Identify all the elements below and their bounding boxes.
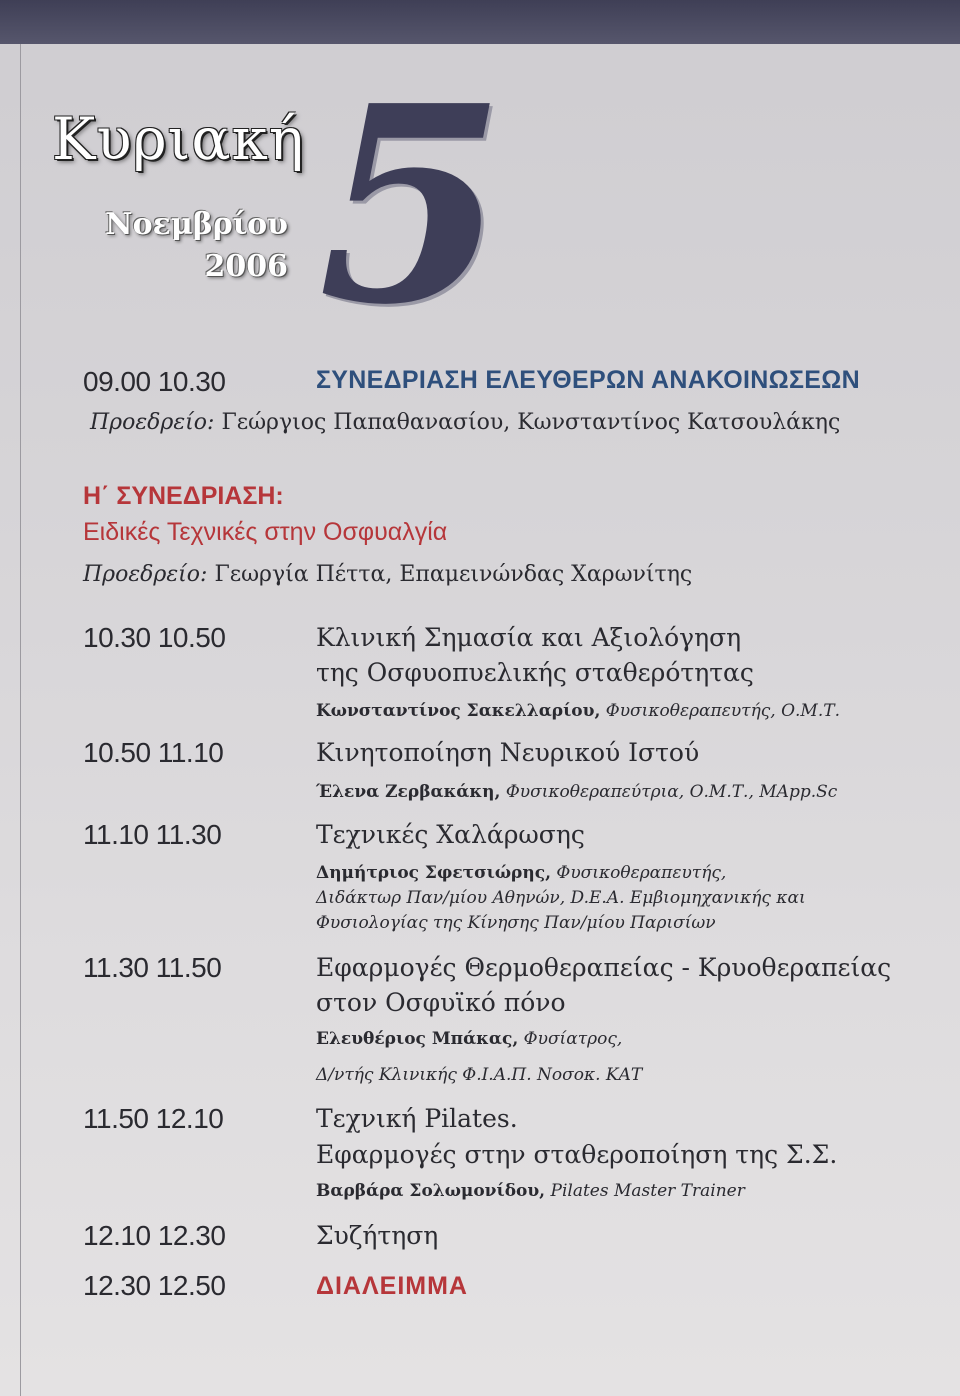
speaker-name: Βαρβάρα Σολωμονίδου, <box>316 1181 546 1201</box>
session1-time: 09.00 10.30 <box>83 366 226 397</box>
speaker-affiliation: Pilates Master Trainer <box>550 1181 745 1201</box>
talk-time: 11.10 11.30 <box>83 819 222 850</box>
session2-presidium <box>83 562 692 587</box>
speaker-affiliation-line: Διδάκτωρ Παν/μίου Αθηνών, D.E.A. Εμβιομηχανικής και <box>316 888 806 908</box>
year: 2006 <box>204 249 288 284</box>
talk-title: Τεχνική Pilates. <box>316 1104 518 1133</box>
talk-time: 12.10 12.30 <box>83 1220 226 1251</box>
talk-speaker <box>316 701 840 721</box>
presidium-names: Γεώργιος Παπαθανασίου, Κωνσταντίνος Κατσουλάκης <box>221 410 841 435</box>
talk-title: στον Οσφυϊκό πόνο <box>316 988 566 1017</box>
speaker-name: Έλενα Ζερβακάκη, <box>316 782 501 802</box>
talk-title: Εφαρμογές στην σταθεροποίηση της Σ.Σ. <box>316 1140 838 1169</box>
month-name: Νοεμβρίου <box>105 207 288 242</box>
speaker-affiliation: Φυσίατρος, <box>523 1029 623 1049</box>
talk-speaker <box>316 1181 745 1201</box>
session2-label: Η΄ ΣΥΝΕΔΡΙΑΣΗ: <box>83 482 284 510</box>
speaker-affiliation: Φυσικοθεραπευτής, <box>556 863 727 883</box>
speaker-affiliation: Φυσικοθεραπεύτρια, Ο.Μ.Τ., MApp.Sc <box>505 782 838 802</box>
speaker-name: Κωνσταντίνος Σακελλαρίου, <box>316 701 601 721</box>
session2-title: Ειδικές Τεχνικές στην Οσφυαλγία <box>83 518 448 546</box>
speaker-affiliation-line: Δ/ντής Κλινικής Φ.Ι.Α.Π. Νοσοκ. ΚΑΤ <box>316 1065 643 1085</box>
day-name: Κυριακή <box>52 105 305 173</box>
day-number: 5 <box>318 46 506 364</box>
talk-time: 10.30 10.50 <box>83 622 226 653</box>
session1-presidium <box>90 410 840 435</box>
speaker-affiliation-line: Φυσιολογίας της Κίνησης Παν/μίου Παρισίων <box>316 913 716 933</box>
talk-speaker <box>316 782 837 802</box>
session1-title: ΣΥΝΕΔΡΙΑΣΗ ΕΛΕΥΘΕΡΩΝ ΑΝΑΚΟΙΝΩΣΕΩΝ <box>316 366 860 394</box>
left-margin-line <box>20 44 21 1396</box>
presidium-label: Προεδρείο: <box>90 410 215 435</box>
talk-title: Συζήτηση <box>316 1221 439 1250</box>
presidium-names: Γεωργία Πέττα, Επαμεινώνδας Χαρωνίτης <box>214 562 693 587</box>
presidium-label: Προεδρείο: <box>83 562 208 587</box>
talk-speaker <box>316 1029 622 1049</box>
talk-title: Εφαρμογές Θερμοθεραπείας - Κρυοθεραπείας <box>316 953 892 982</box>
talk-title: Κινητοποίηση Νευρικού Ιστού <box>316 738 700 767</box>
speaker-name: Ελευθέριος Μπάκας, <box>316 1029 519 1049</box>
top-bar <box>0 0 960 44</box>
talk-time: 11.50 12.10 <box>83 1103 224 1134</box>
talk-time: 11.30 11.50 <box>83 952 222 983</box>
talk-title: της Οσφυοπυελικής σταθερότητας <box>316 658 754 687</box>
break-label: ΔΙΑΛΕΙΜΜΑ <box>316 1272 468 1300</box>
talk-speaker <box>316 863 726 883</box>
speaker-name: Δημήτριος Σφετσιώρης, <box>316 863 551 883</box>
talk-time: 10.50 11.10 <box>83 737 224 768</box>
talk-title: Τεχνικές Χαλάρωσης <box>316 820 585 849</box>
talk-title: Κλινική Σημασία και Αξιολόγηση <box>316 623 742 652</box>
break-time: 12.30 12.50 <box>83 1270 226 1301</box>
speaker-affiliation: Φυσικοθεραπευτής, Ο.Μ.Τ. <box>605 701 840 721</box>
